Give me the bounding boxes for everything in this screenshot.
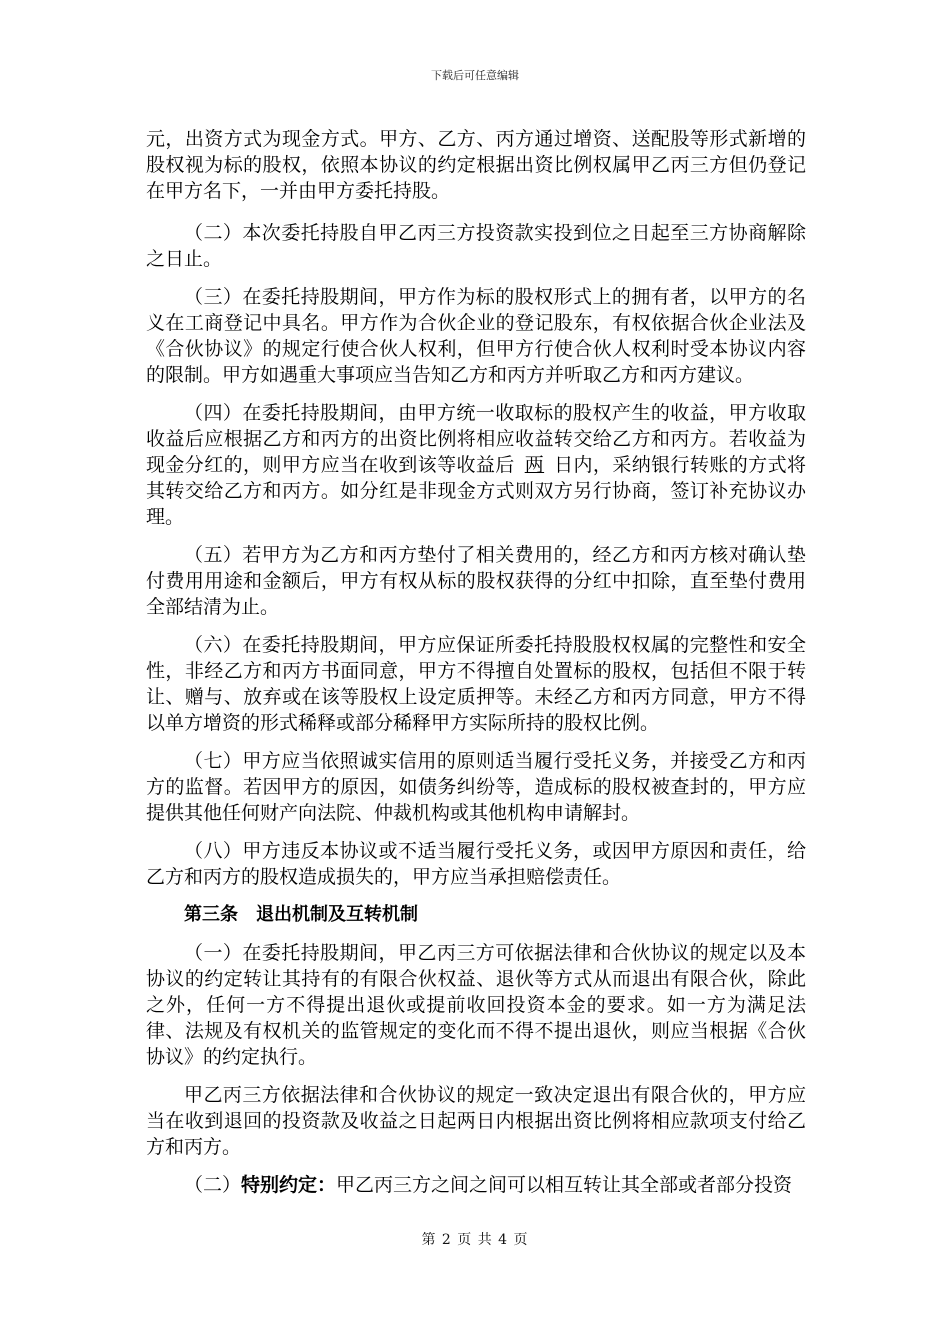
clause-3-1-continued: 甲乙丙三方依据法律和合伙协议的规定一致决定退出有限合伙的，甲方应当在收到退回的投资款及收益之日起两日内根据出资比例将相应款项支付给乙方和丙方。 <box>146 1084 806 1158</box>
article-number: 第三条 <box>184 904 238 925</box>
clause-2-7: （七）甲方应当依照诚实信用的原则适当履行受托义务，并接受乙方和丙方的监督。若因甲方的原因，如债务纠纷等，造成标的股权被查封的，甲方应提供其他任何财产向法院、仲裁机构或其他机构申请解封。 <box>146 750 806 824</box>
page-footer: 第 2 页 共 4 页 <box>421 1232 529 1248</box>
page-header: 下载后可任意编辑 <box>431 69 519 82</box>
clause-2-6: （六）在委托持股期间，甲方应保证所委托持股股权权属的完整性和安全性，非经乙方和丙方书面同意，甲方不得擅自处置标的股权，包括但不限于转让、赠与、放弃或在该等股权上设定质押等。未经乙方和丙方同意，甲方不得以单方增资的形式稀释或部分稀释甲方实际所持的股权比例。 <box>146 634 806 734</box>
clause-2-2: （二）本次委托持股自甲乙丙三方投资款实投到位之日起至三方协商解除之日止。 <box>146 222 806 270</box>
days-blank: 两 <box>524 454 545 476</box>
paragraph-continuation: 元，出资方式为现金方式。甲方、乙方、丙方通过增资、送配股等形式新增的股权视为标的股权，依照本协议的约定根据出资比例权属甲乙丙三方但仍登记在甲方名下，一并由甲方委托持股。 <box>146 128 806 202</box>
clause-2-4-part-b: 日内，采纳银行转账的方式将其转交给乙方和丙方。如分红是非现金方式则双方另行协商，签订补充协议办理。 <box>146 454 806 528</box>
clause-3-2-text: 甲乙丙三方之间之间可以相互转让其全部或者部分投资 <box>336 1174 793 1196</box>
article-3-heading <box>184 902 806 928</box>
special-agreement-label: 特别约定： <box>241 1174 337 1196</box>
clause-2-4 <box>146 400 806 530</box>
clause-3-2 <box>146 1172 806 1198</box>
clause-2-3: （三）在委托持股期间，甲方作为标的股权形式上的拥有者，以甲方的名义在工商登记中具名。甲方作为合伙企业的登记股东，有权依据合伙企业法及《合伙协议》的规定行使合伙人权利，但甲方行使合伙人权利时受本协议内容的限制。甲方如遇重大事项应当告知乙方和丙方并听取乙方和丙方建议。 <box>146 286 806 386</box>
clause-3-1: （一）在委托持股期间，甲乙丙三方可依据法律和合伙协议的规定以及本协议的约定转让其持有的有限合伙权益、退伙等方式从而退出有限合伙，除此之外，任何一方不得提出退伙或提前收回投资本金的要求。如一方为满足法律、法规及有权机关的监管规定的变化而不得不提出退伙，则应当根据《合伙协议》的约定执行。 <box>146 942 806 1068</box>
clause-2-8: （八）甲方违反本协议或不适当履行受托义务，或因甲方原因和责任，给乙方和丙方的股权造成损失的，甲方应当承担赔偿责任。 <box>146 840 806 888</box>
clause-3-2-number: （二） <box>184 1174 242 1196</box>
document-body <box>146 126 806 1210</box>
clause-2-4-part-a: （四）在委托持股期间，由甲方统一收取标的股权产生的收益，甲方收取收益后应根据乙方和丙方的出资比例将相应收益转交给乙方和丙方。若收益为现金分红的，则甲方应当在收到该等收益后 <box>146 402 806 476</box>
article-title: 退出机制及互转机制 <box>256 904 418 925</box>
clause-2-5: （五）若甲方为乙方和丙方垫付了相关费用的，经乙方和丙方核对确认垫付费用用途和金额后，甲方有权从标的股权获得的分红中扣除，直至垫付费用全部结清为止。 <box>146 544 806 618</box>
